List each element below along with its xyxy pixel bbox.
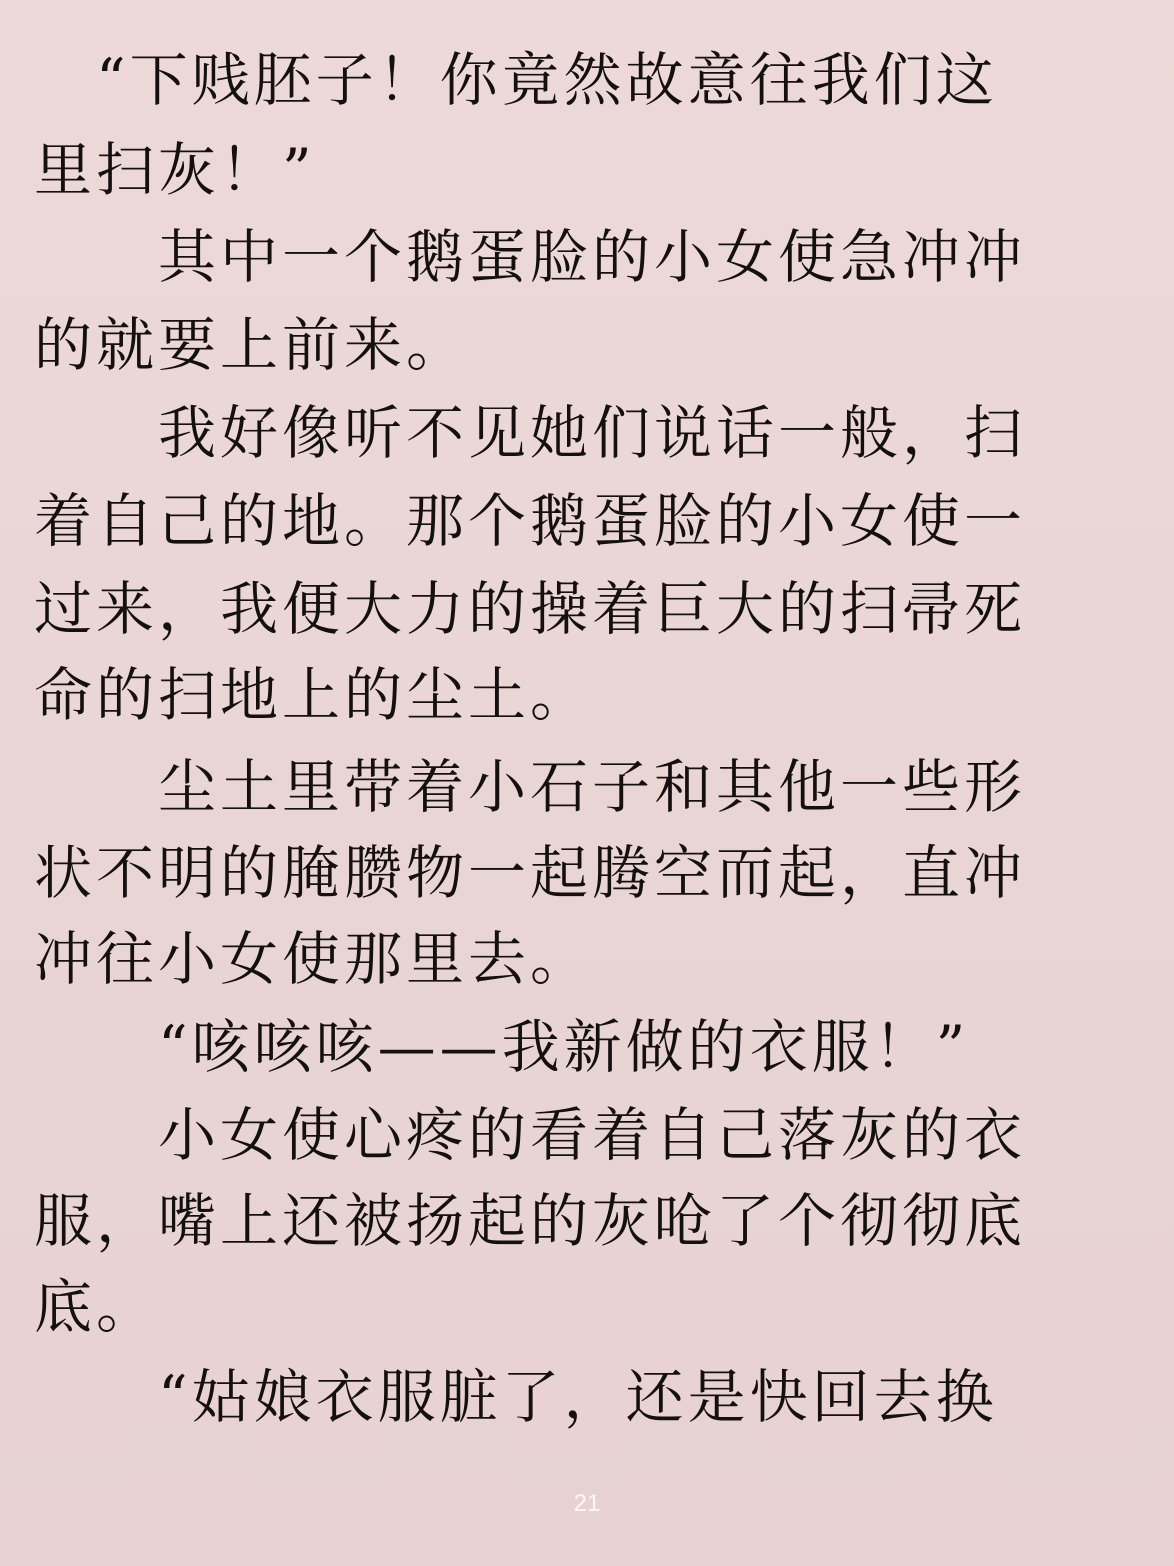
text-line: 状不明的腌臜物一起腾空而起，直冲: [34, 839, 1027, 907]
text-line: 底。: [34, 1273, 159, 1341]
text-line: 过来，我便大力的操着巨大的扫帚死: [34, 575, 1027, 643]
text-line: 冲往小女使那里去。: [34, 925, 593, 993]
text-line: “姑娘衣服脏了，还是快回去换: [34, 1363, 998, 1431]
text-line: 着自己的地。那个鹅蛋脸的小女使一: [34, 487, 1027, 555]
text-line: 小女使心疼的看着自己落灰的衣: [34, 1101, 1027, 1169]
text-line: 尘土里带着小石子和其他一些形: [34, 753, 1027, 821]
text-line: 我好像听不见她们说话一般，扫: [34, 399, 1027, 467]
text-line: “咳咳咳——我新做的衣服！”: [34, 1013, 970, 1081]
text-line: “下贱胚子！你竟然故意往我们这: [34, 46, 998, 114]
text-line: 的就要上前来。: [34, 311, 469, 379]
text-line: 命的扫地上的尘土。: [34, 661, 593, 729]
text-line: 服，嘴上还被扬起的灰呛了个彻彻底: [34, 1187, 1027, 1255]
page-number: 21: [573, 1490, 601, 1517]
text-line: 其中一个鹅蛋脸的小女使急冲冲: [34, 223, 1027, 291]
text-line: 里扫灰！”: [34, 136, 316, 204]
